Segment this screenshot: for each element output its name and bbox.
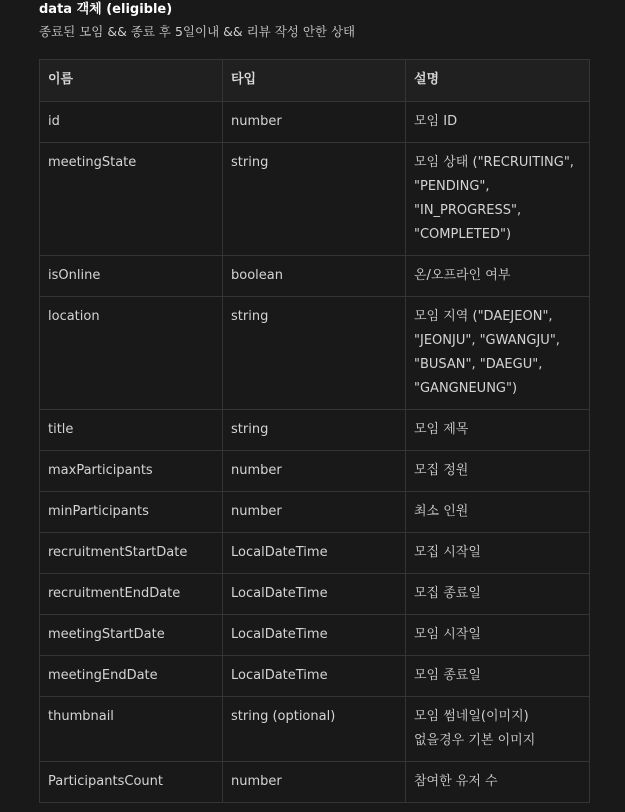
field-name-cell: isOnline (40, 256, 223, 297)
field-description-cell: 모집 종료일 (406, 574, 590, 615)
field-description-cell: 모임 상태 ("RECRUITING", "PENDING", "IN_PROGRESS", "COMPLETED") (406, 143, 590, 256)
field-name-cell: ParticipantsCount (40, 762, 223, 803)
table-row (40, 451, 590, 492)
table-row (40, 533, 590, 574)
field-name-cell: meetingEndDate (40, 656, 223, 697)
field-description-cell: 참여한 유저 수 (406, 762, 590, 803)
field-description-cell: 최소 인원 (406, 492, 590, 533)
field-description-cell: 모임 썸네일(이미지) 없을경우 기본 이미지 (406, 697, 590, 762)
field-type-cell: string (optional) (223, 697, 406, 762)
field-description-cell: 모임 ID (406, 102, 590, 143)
table-row (40, 574, 590, 615)
field-name-cell: recruitmentStartDate (40, 533, 223, 574)
field-name-cell: thumbnail (40, 697, 223, 762)
field-type-cell: string (223, 143, 406, 256)
field-type-cell: string (223, 410, 406, 451)
field-type-cell: LocalDateTime (223, 656, 406, 697)
field-description-cell: 온/오프라인 여부 (406, 256, 590, 297)
column-header-description: 설명 (406, 60, 590, 102)
table-row (40, 143, 590, 256)
table-row (40, 256, 590, 297)
field-name-cell: recruitmentEndDate (40, 574, 223, 615)
field-description-cell: 모집 시작일 (406, 533, 590, 574)
column-header-name: 이름 (40, 60, 223, 102)
table-row (40, 656, 590, 697)
field-description-cell: 모임 종료일 (406, 656, 590, 697)
field-description-cell: 모임 시작일 (406, 615, 590, 656)
table-row (40, 762, 590, 803)
field-type-cell: number (223, 451, 406, 492)
field-type-cell: LocalDateTime (223, 615, 406, 656)
field-name-cell: meetingState (40, 143, 223, 256)
section-subtitle: 종료된 모임 && 종료 후 5일이내 && 리뷰 작성 안한 상태 (39, 24, 356, 39)
field-name-cell: title (40, 410, 223, 451)
section-title: data 객체 (eligible) (39, 2, 173, 17)
field-name-cell: meetingStartDate (40, 615, 223, 656)
column-header-type: 타입 (223, 60, 406, 102)
field-type-cell: LocalDateTime (223, 533, 406, 574)
field-type-cell: number (223, 102, 406, 143)
field-name-cell: location (40, 297, 223, 410)
field-description-cell: 모집 정원 (406, 451, 590, 492)
field-type-cell: string (223, 297, 406, 410)
field-type-cell: boolean (223, 256, 406, 297)
field-type-cell: number (223, 762, 406, 803)
field-name-cell: minParticipants (40, 492, 223, 533)
field-name-cell: id (40, 102, 223, 143)
table-row (40, 615, 590, 656)
table-row (40, 410, 590, 451)
field-description-cell: 모임 지역 ("DAEJEON", "JEONJU", "GWANGJU", "BUSAN", "DAEGU", "GANGNEUNG") (406, 297, 590, 410)
field-name-cell: maxParticipants (40, 451, 223, 492)
table-row (40, 492, 590, 533)
table-row (40, 102, 590, 143)
table-row (40, 697, 590, 762)
field-type-cell: LocalDateTime (223, 574, 406, 615)
field-type-cell: number (223, 492, 406, 533)
table-header-row (40, 60, 590, 102)
field-description-cell: 모임 제목 (406, 410, 590, 451)
properties-table (39, 59, 590, 803)
table-row (40, 297, 590, 410)
